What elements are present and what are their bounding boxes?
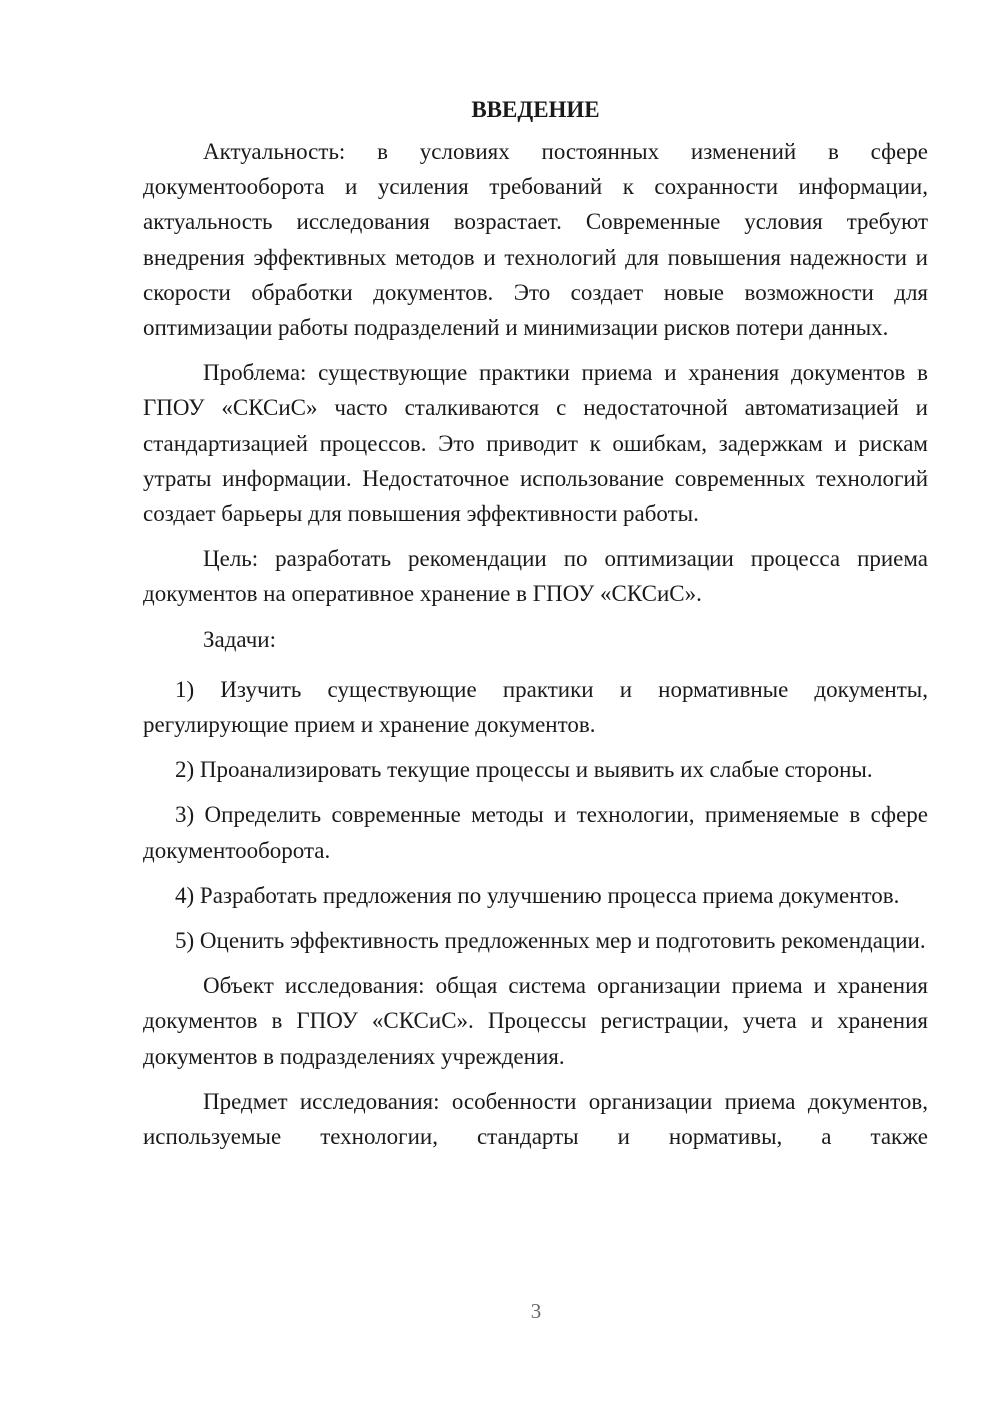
paragraph-goal: Цель: разработать рекомендации по оптимизации процесса приема документов на оперативное хранение в ГПОУ «СКСиС». — [143, 546, 928, 607]
page-content — [143, 96, 928, 1164]
task-item-2: 2) Проанализировать текущие процессы и выявить их слабые стороны. — [175, 757, 873, 783]
task-item-1: 1) Изучить существующие практики и нормативные документы, регулирующие прием и хранение документов. — [143, 676, 928, 738]
paragraph-problem: Проблема: существующие практики приема и хранения документов в ГПОУ «СКСиС» часто сталкиваются с недостаточной автоматизацией и стандартизацией процессов. Это приводит к ошибкам, задержкам и рискам утраты информации. Недостаточное использование современных технологий создает барьеры для повышения эффективности работы. — [143, 360, 928, 527]
page-number: 3 — [530, 1299, 542, 1323]
task-item-3: 3) Определить современные методы и технологии, применяемые в сфере документооборота. — [143, 802, 928, 863]
paragraph-subject: Предмет исследования: особенности организации приема документов, используемые технологии, стандарты и нормативы, а также — [143, 1088, 928, 1150]
paragraph-relevance: Актуальность: в условиях постоянных изменений в сфере документооборота и усиления требований к сохранности информации, актуальность исследования возрастает. Современные условия требуют внедрения эффективных методов и технологий для повышения надежности и скорости обработки документов. Это создает новые возможности для оптимизации работы подразделений и минимизации рисков потери данных. — [143, 139, 928, 341]
paragraph-object: Объект исследования: общая система организации приема и хранения документов в ГПОУ «СКСиС». Процессы регистрации, учета и хранения документов в подразделениях учреждения. — [143, 973, 928, 1069]
task-item-4: 4) Разработать предложения по улучшению процесса приема документов. — [175, 882, 900, 908]
section-heading: ВВЕДЕНИЕ — [471, 97, 600, 122]
task-item-5: 5) Оценить эффективность предложенных мер и подготовить рекомендации. — [175, 928, 926, 954]
tasks-label: Задачи: — [203, 626, 276, 652]
